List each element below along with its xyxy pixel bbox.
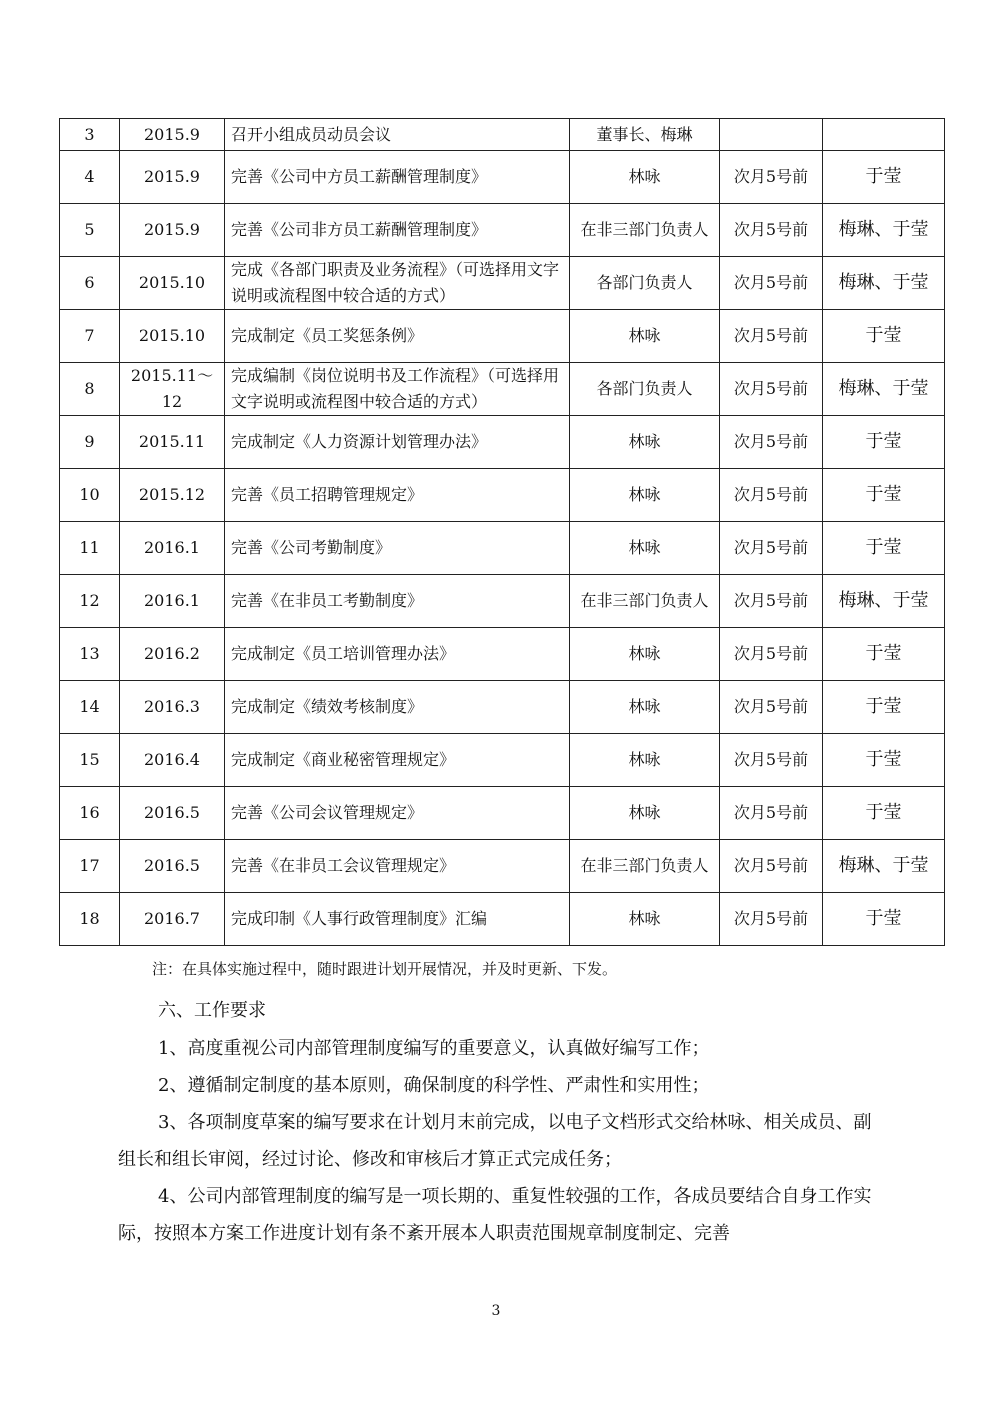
row-responsible: 林咏 <box>570 416 720 469</box>
row-date: 2015.12 <box>120 469 225 522</box>
row-number: 17 <box>60 840 120 893</box>
row-deadline: 次月5号前 <box>720 469 823 522</box>
row-supervisor: 于莹 <box>823 681 945 734</box>
row-task: 完善《在非员工考勤制度》 <box>225 575 570 628</box>
row-number: 5 <box>60 204 120 257</box>
table-row <box>60 840 945 893</box>
row-date: 2015.10 <box>120 257 225 310</box>
row-responsible: 董事长、梅琳 <box>570 119 720 151</box>
row-supervisor: 于莹 <box>823 522 945 575</box>
table-row <box>60 151 945 204</box>
row-date: 2015.9 <box>120 204 225 257</box>
row-date: 2015.11 <box>120 416 225 469</box>
row-deadline: 次月5号前 <box>720 151 823 204</box>
row-number: 15 <box>60 734 120 787</box>
row-number: 8 <box>60 363 120 416</box>
row-deadline: 次月5号前 <box>720 204 823 257</box>
row-responsible: 林咏 <box>570 787 720 840</box>
row-date: 2016.4 <box>120 734 225 787</box>
row-task: 完善《公司中方员工薪酬管理制度》 <box>225 151 570 204</box>
row-number: 11 <box>60 522 120 575</box>
row-number: 7 <box>60 310 120 363</box>
row-supervisor: 于莹 <box>823 310 945 363</box>
row-task: 完善《公司考勤制度》 <box>225 522 570 575</box>
row-number: 18 <box>60 893 120 946</box>
row-supervisor: 梅琳、于莹 <box>823 575 945 628</box>
section-title: 六、工作要求 <box>158 1000 266 1021</box>
table-row <box>60 787 945 840</box>
row-supervisor <box>823 119 945 151</box>
row-task: 完成制定《员工奖惩条例》 <box>225 310 570 363</box>
row-supervisor: 于莹 <box>823 787 945 840</box>
row-number: 16 <box>60 787 120 840</box>
table-row <box>60 893 945 946</box>
row-supervisor: 于莹 <box>823 469 945 522</box>
table-row <box>60 310 945 363</box>
row-deadline <box>720 119 823 151</box>
table-note: 注：在具体实施过程中，随时跟进计划开展情况，并及时更新、下发。 <box>152 960 618 978</box>
row-responsible: 林咏 <box>570 681 720 734</box>
row-date: 2016.5 <box>120 787 225 840</box>
requirement-1: 1、高度重视公司内部管理制度编写的重要意义，认真做好编写工作； <box>158 1038 710 1059</box>
row-supervisor: 梅琳、于莹 <box>823 363 945 416</box>
row-deadline: 次月5号前 <box>720 893 823 946</box>
row-supervisor: 梅琳、于莹 <box>823 257 945 310</box>
row-deadline: 次月5号前 <box>720 734 823 787</box>
row-task: 完成《各部门职责及业务流程》（可选择用文字说明或流程图中较合适的方式） <box>225 257 570 310</box>
row-date: 2015.11～12 <box>120 363 225 416</box>
row-number: 10 <box>60 469 120 522</box>
row-task: 完善《公司会议管理规定》 <box>225 787 570 840</box>
table-row <box>60 522 945 575</box>
row-date: 2016.7 <box>120 893 225 946</box>
row-supervisor: 于莹 <box>823 734 945 787</box>
table-row <box>60 628 945 681</box>
requirement-4: 4、公司内部管理制度的编写是一项长期的、重复性较强的工作，各成员要结合自身工作实际，按照本方案工作进度计划有条不紊开展本人职责范围规章制度制定、完善 <box>118 1186 872 1244</box>
table-row <box>60 363 945 416</box>
row-date: 2015.9 <box>120 119 225 151</box>
row-date: 2015.10 <box>120 310 225 363</box>
row-responsible: 各部门负责人 <box>570 257 720 310</box>
table-row <box>60 257 945 310</box>
plan-table <box>59 118 945 946</box>
row-number: 9 <box>60 416 120 469</box>
page-number: 3 <box>491 1303 501 1319</box>
row-deadline: 次月5号前 <box>720 628 823 681</box>
row-task: 完成制定《商业秘密管理规定》 <box>225 734 570 787</box>
table-row <box>60 575 945 628</box>
requirement-3: 3、各项制度草案的编写要求在计划月末前完成，以电子文档形式交给林咏、相关成员、副组长和组长审阅，经过讨论、修改和审核后才算正式完成任务； <box>118 1112 872 1170</box>
row-task: 完成制定《员工培训管理办法》 <box>225 628 570 681</box>
requirement-2: 2、遵循制定制度的基本原则，确保制度的科学性、严肃性和实用性； <box>158 1075 710 1096</box>
table-row <box>60 469 945 522</box>
row-number: 12 <box>60 575 120 628</box>
row-date: 2016.1 <box>120 522 225 575</box>
row-supervisor: 梅琳、于莹 <box>823 840 945 893</box>
row-date: 2016.5 <box>120 840 225 893</box>
row-task: 完成制定《人力资源计划管理办法》 <box>225 416 570 469</box>
row-task: 完成编制《岗位说明书及工作流程》（可选择用文字说明或流程图中较合适的方式） <box>225 363 570 416</box>
row-date: 2015.9 <box>120 151 225 204</box>
row-date: 2016.3 <box>120 681 225 734</box>
row-task: 完善《公司非方员工薪酬管理制度》 <box>225 204 570 257</box>
row-responsible: 林咏 <box>570 151 720 204</box>
row-responsible: 在非三部门负责人 <box>570 204 720 257</box>
row-supervisor: 于莹 <box>823 416 945 469</box>
row-deadline: 次月5号前 <box>720 363 823 416</box>
row-date: 2016.2 <box>120 628 225 681</box>
row-responsible: 林咏 <box>570 310 720 363</box>
row-number: 14 <box>60 681 120 734</box>
row-number: 13 <box>60 628 120 681</box>
row-responsible: 各部门负责人 <box>570 363 720 416</box>
row-supervisor: 梅琳、于莹 <box>823 204 945 257</box>
row-deadline: 次月5号前 <box>720 840 823 893</box>
row-number: 4 <box>60 151 120 204</box>
table-row <box>60 416 945 469</box>
row-deadline: 次月5号前 <box>720 310 823 363</box>
row-deadline: 次月5号前 <box>720 522 823 575</box>
row-responsible: 林咏 <box>570 522 720 575</box>
plan-table-body <box>60 119 945 946</box>
table-row <box>60 681 945 734</box>
row-number: 6 <box>60 257 120 310</box>
row-responsible: 林咏 <box>570 469 720 522</box>
row-responsible: 林咏 <box>570 734 720 787</box>
row-task: 完成制定《绩效考核制度》 <box>225 681 570 734</box>
row-deadline: 次月5号前 <box>720 257 823 310</box>
row-deadline: 次月5号前 <box>720 681 823 734</box>
row-supervisor: 于莹 <box>823 151 945 204</box>
row-date: 2016.1 <box>120 575 225 628</box>
row-task: 召开小组成员动员会议 <box>225 119 570 151</box>
row-responsible: 在非三部门负责人 <box>570 575 720 628</box>
row-task: 完善《在非员工会议管理规定》 <box>225 840 570 893</box>
row-deadline: 次月5号前 <box>720 787 823 840</box>
table-row <box>60 734 945 787</box>
row-deadline: 次月5号前 <box>720 416 823 469</box>
row-supervisor: 于莹 <box>823 628 945 681</box>
row-deadline: 次月5号前 <box>720 575 823 628</box>
table-row <box>60 119 945 151</box>
row-number: 3 <box>60 119 120 151</box>
table-row <box>60 204 945 257</box>
row-task: 完善《员工招聘管理规定》 <box>225 469 570 522</box>
row-task: 完成印制《人事行政管理制度》汇编 <box>225 893 570 946</box>
row-supervisor: 于莹 <box>823 893 945 946</box>
row-responsible: 林咏 <box>570 893 720 946</box>
row-responsible: 林咏 <box>570 628 720 681</box>
row-responsible: 在非三部门负责人 <box>570 840 720 893</box>
